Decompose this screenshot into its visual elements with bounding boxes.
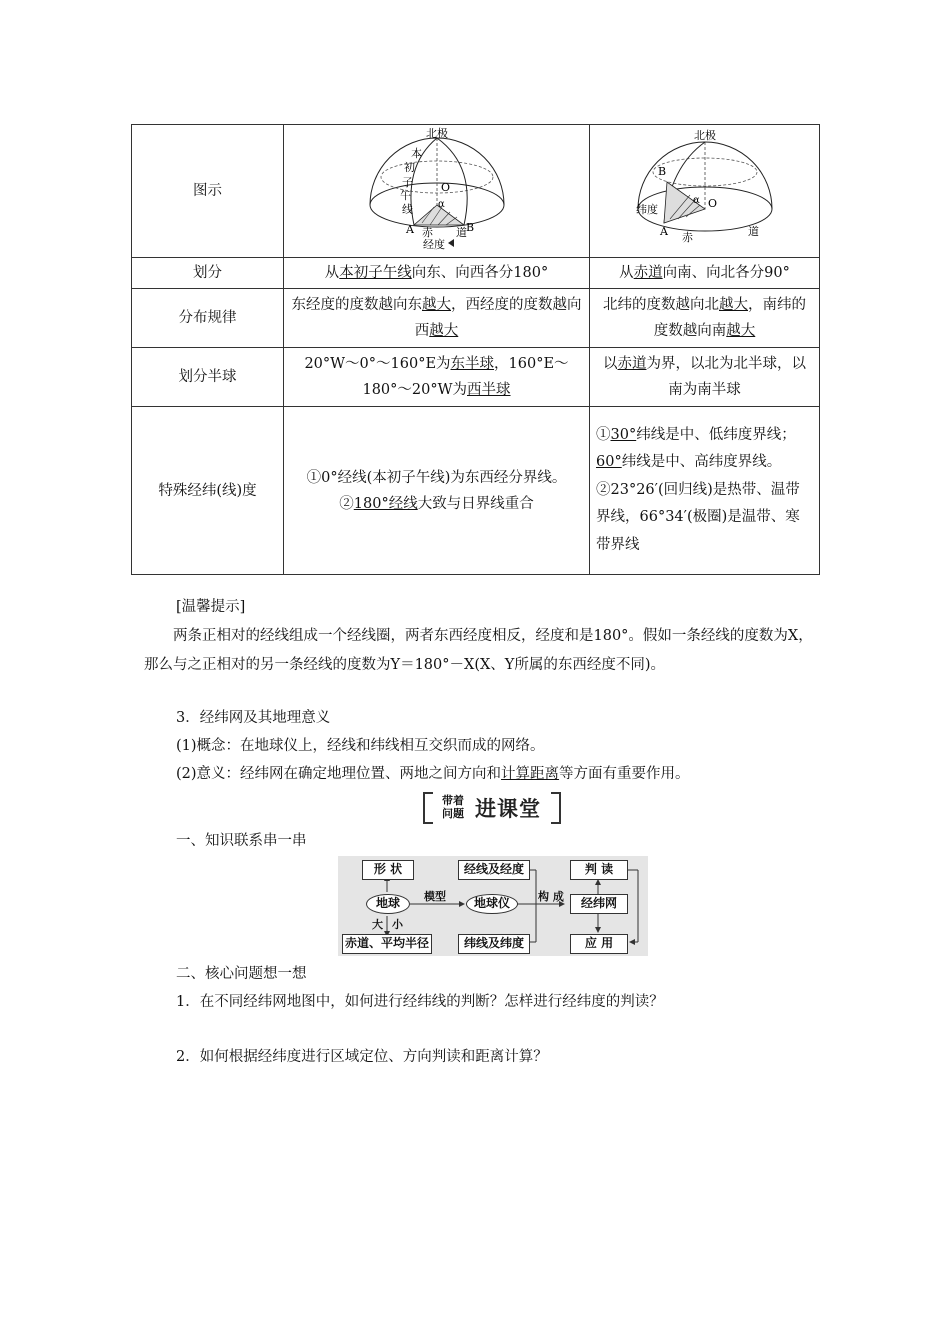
row-label-division: 划分 xyxy=(132,258,284,289)
knowledge-title: 一、知识联系串一串 xyxy=(176,833,307,849)
latitude-label: 纬度 xyxy=(635,203,658,216)
prime-meridian-char-4: 午 xyxy=(399,189,411,202)
lon-special-line2: ②180°经线大致与日界线重合 xyxy=(339,495,534,512)
question-2: 2．如何根据经纬度进行区域定位、方向判读和距离计算？ xyxy=(176,1049,548,1065)
diagram-earth-oval: 地球 xyxy=(366,894,410,914)
question-1: 1．在不同经纬网地图中，如何进行经纬线的判断？怎样进行经纬度的判读？ xyxy=(176,994,664,1010)
diagram-equator-radius-box: 赤道、平均半径 xyxy=(342,934,432,954)
equator-chi-label: 赤 xyxy=(421,226,433,239)
banner-big: 进课堂 xyxy=(475,797,541,821)
lat-special-line1: ①30°纬线是中、低纬度界线；60°纬线是中、高纬度界线。 xyxy=(596,426,796,471)
diagram-parallels-box: 纬线及纬度 xyxy=(458,934,530,954)
row-label-special: 特殊经纬(线)度 xyxy=(132,407,284,575)
prime-meridian-char-1: 本 xyxy=(410,147,422,160)
lat-distribution-cell: 北纬的度数越向北越大，南纬的度数越向南越大 xyxy=(590,289,820,348)
tip-heading: [温馨提示] xyxy=(176,599,246,615)
row-label-figure: 图示 xyxy=(132,125,284,258)
equator-dao-label: 道 xyxy=(455,226,467,239)
section-banner xyxy=(423,792,561,822)
longitude-figure-cell xyxy=(284,125,590,258)
knowledge-diagram xyxy=(338,856,648,956)
geo-table xyxy=(131,124,820,575)
banner-small-top: 带着 xyxy=(442,794,464,807)
lat-hemisphere-cell: 以赤道为界，以北为北半球，以南为南半球 xyxy=(590,348,820,407)
lon-distribution-cell: 东经度的度数越向东越大，西经度的度数越向西越大 xyxy=(284,289,590,348)
diagram-size-xiao: 小 xyxy=(392,918,403,931)
point-B-label: B xyxy=(465,221,474,234)
section3-concept: (1)概念：在地球仪上，经线和纬线相互交织而成的网络。 xyxy=(176,738,545,754)
equator-dao-label-2: 道 xyxy=(747,225,759,238)
banner-small-bottom: 问题 xyxy=(442,807,464,820)
section3-meaning: (2)意义：经纬网在确定地理位置、两地之间方向和计算距离等方面有重要作用。 xyxy=(176,766,690,782)
diagram-meridians-box: 经线及经度 xyxy=(458,860,530,880)
prime-meridian-char-2: 初 xyxy=(403,161,415,174)
lat-special-cell xyxy=(590,407,820,575)
latitude-figure-cell xyxy=(590,125,820,258)
point-A-label-2: A xyxy=(659,225,668,238)
point-A-label: A xyxy=(405,223,414,236)
alpha-label-2: α xyxy=(692,195,700,206)
north-pole-label: 北极 xyxy=(425,127,448,140)
north-pole-label-2: 北极 xyxy=(693,129,716,142)
section3-title: 3．经纬网及其地理意义 xyxy=(176,710,331,726)
lon-division-cell: 从本初子午线向东、向西各分180° xyxy=(284,258,590,289)
lon-hemisphere-cell: 20°W～0°～160°E为东半球，160°E～180°～20°W为西半球 xyxy=(284,348,590,407)
questions-title: 二、核心问题想一想 xyxy=(176,966,307,982)
diagram-globe-oval: 地球仪 xyxy=(466,894,518,914)
diagram-grid-box: 经纬网 xyxy=(570,894,628,914)
point-B-label-2: B xyxy=(657,165,666,178)
longitude-label: 经度 xyxy=(422,238,445,251)
latitude-hemisphere-figure xyxy=(630,127,780,255)
prime-meridian-char-3: 子 xyxy=(401,176,413,189)
alpha-label: α xyxy=(437,199,445,210)
longitude-hemisphere-figure xyxy=(362,127,512,255)
diagram-shape-box: 形 状 xyxy=(362,860,414,880)
center-O-label: O xyxy=(440,181,450,194)
diagram-read-box: 判 读 xyxy=(570,860,628,880)
lon-special-line1: ①0°经线(本初子午线)为东西经分界线。 xyxy=(306,469,567,486)
diagram-compose-label: 构 成 xyxy=(538,890,564,903)
center-O-label-2: O xyxy=(707,197,717,210)
row-label-hemisphere: 划分半球 xyxy=(132,348,284,407)
tip-body: 两条正相对的经线组成一个经线圈，两者东西经度相反，经度和是180°。假如一条经线的度数为X，那么与之正相对的另一条经线的度数为Y＝180°－X(X、Y所属的东西经度不同)。 xyxy=(144,628,813,673)
diagram-apply-box: 应 用 xyxy=(570,934,628,954)
equator-chi-label-2: 赤 xyxy=(681,231,693,244)
lat-special-line2: ②23°26′(回归线)是热带、温带界线，66°34′(极圈)是温带、寒带界线 xyxy=(596,481,800,553)
lon-special-cell xyxy=(284,407,590,575)
diagram-model-label: 模型 xyxy=(424,890,446,903)
row-label-distribution: 分布规律 xyxy=(132,289,284,348)
prime-meridian-char-5: 线 xyxy=(401,203,413,216)
diagram-size-da: 大 xyxy=(372,918,383,931)
lat-division-cell: 从赤道向南、向北各分90° xyxy=(590,258,820,289)
